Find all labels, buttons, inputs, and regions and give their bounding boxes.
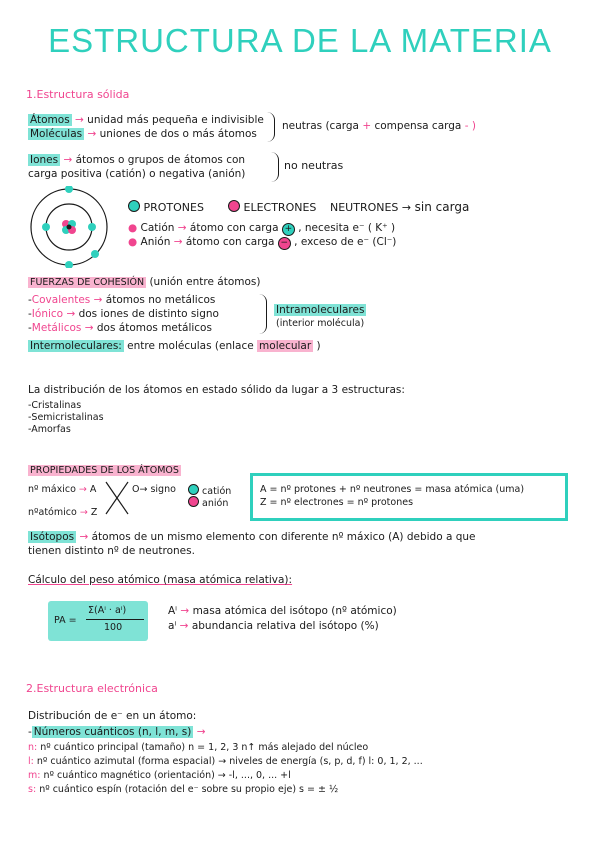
- m-line: [28, 770, 291, 781]
- neutras-text-2: compensa carga: [374, 120, 462, 132]
- electron-icon: [88, 223, 96, 231]
- electron-icon: [65, 186, 73, 193]
- ionico-term: Iónico: [31, 308, 64, 320]
- plus-circle-icon: [188, 484, 199, 495]
- bullet-icon: ●: [128, 236, 138, 248]
- arrow-icon: →: [75, 114, 84, 126]
- section-2-heading: 2.Estructura electrónica: [26, 682, 158, 695]
- electron-icon: [65, 261, 73, 268]
- metalicos-def: dos átomos metálicos: [96, 322, 212, 334]
- n-atomico-line: [28, 507, 97, 518]
- section-1-heading: 1.Estructura sólida: [26, 88, 130, 101]
- distribucion-text: La distribución de los átomos en estado sólido da lugar a 3 estructuras:: [28, 384, 405, 396]
- legend-neutrones-label: NEUTRONES: [330, 201, 399, 214]
- minus-circle-icon: [188, 496, 199, 507]
- ai-upper-term: Aⁱ: [168, 605, 178, 617]
- arrow-icon: →: [180, 605, 190, 617]
- arrow-icon: →: [87, 128, 97, 140]
- arrow-icon: →: [79, 531, 89, 543]
- l-label: l:: [28, 756, 34, 767]
- molecular-term: molecular: [259, 340, 312, 352]
- legend-electrones: [228, 200, 316, 214]
- m-def: nº cuántico magnético (orientación) → -l, ..., 0, ... +l: [43, 770, 291, 781]
- iones-line: [28, 154, 245, 166]
- cation-line: [128, 222, 395, 236]
- pa-denominator: 100: [104, 622, 123, 633]
- covalentes-line: -Covalentes → átomos no metálicos: [28, 294, 216, 306]
- iones-def-1: átomos o grupos de átomos con: [75, 154, 246, 166]
- neutras-note: [282, 120, 476, 132]
- n-atomico-label: nºatómico: [28, 507, 77, 518]
- ai-lower-term: aⁱ: [168, 620, 177, 632]
- bullet-icon: ●: [128, 222, 138, 234]
- anion-term: Anión: [140, 236, 171, 248]
- intermoleculares-line: [28, 340, 321, 352]
- proton-plus-icon: [128, 200, 140, 212]
- anion-small-line: [188, 496, 228, 509]
- l-def: nº cuántico azimutal (forma espacial) → niveles de energía (s, p, d, f) l: 0, 1, 2, ...: [36, 756, 423, 767]
- isotopos-term: Isótopos: [30, 531, 75, 543]
- cation-tail: , necesita e⁻ ( K⁺ ): [298, 222, 396, 234]
- moleculas-term: Moléculas: [30, 128, 83, 140]
- s-label: s:: [28, 784, 37, 795]
- m-label: m:: [28, 770, 41, 781]
- arrow-icon: →: [79, 507, 88, 518]
- no-neutras: no neutras: [284, 159, 344, 172]
- atom-diagram-icon: [28, 186, 110, 268]
- legend-electrones-label: ELECTRONES: [243, 201, 317, 214]
- arrow-icon: →: [401, 201, 412, 214]
- pa-label: PA =: [54, 615, 77, 626]
- a-letter: A: [89, 484, 97, 495]
- minus-sign: - ): [464, 120, 476, 132]
- minus-circle-icon: −: [278, 237, 291, 250]
- covalentes-term: Covalentes: [31, 294, 91, 306]
- atomos-line: [28, 114, 264, 126]
- plus-sign: +: [362, 120, 372, 132]
- sin-carga-label: sin carga: [414, 200, 470, 214]
- cation-small: catión: [202, 486, 232, 497]
- s-line: [28, 784, 338, 795]
- formula-z: Z = nº electrones = nº protones: [260, 497, 414, 508]
- metalicos-term: Metálicos: [31, 322, 82, 334]
- intermoleculares-def: entre moléculas (enlace: [127, 340, 254, 352]
- arrow-icon: →: [173, 236, 183, 248]
- propiedades-term: PROPIEDADES DE LOS ÁTOMOS: [30, 465, 179, 476]
- calculo-heading: Cálculo del peso atómico (masa atómica relativa):: [28, 574, 293, 586]
- moleculas-def: uniones de dos o más átomos: [99, 128, 257, 140]
- covalentes-def: átomos no metálicos: [105, 294, 216, 306]
- arrow-icon: →: [78, 484, 87, 495]
- ai-upper-line: [168, 605, 397, 617]
- brace-icon: [270, 152, 279, 182]
- legend-neutrones: [330, 200, 469, 214]
- brace-icon: [258, 294, 267, 334]
- ionico-line: -Iónico → dos iones de distinto signo: [28, 308, 219, 320]
- intramoleculares-term: Intramoleculares: [276, 304, 365, 316]
- anion-tail: , exceso de e⁻ (Cl⁻): [294, 236, 397, 248]
- neutras-text: neutras (carga: [282, 120, 359, 132]
- l-line: [28, 756, 423, 767]
- estructura-amorfas: -Amorfas: [28, 424, 71, 435]
- fuerzas-note: (unión entre átomos): [149, 276, 261, 288]
- anion-line: [128, 236, 396, 250]
- isotopos-line: [28, 531, 476, 543]
- ai-lower-def: abundancia relativa del isótopo (%): [191, 620, 379, 632]
- moleculas-line: [28, 128, 257, 140]
- distribucion-electrones: Distribución de e⁻ en un átomo:: [28, 710, 197, 722]
- formula-a: A = nº protones + nº neutrones = masa atómica (uma): [260, 484, 525, 495]
- n-masico-label: nº máxico: [28, 484, 76, 495]
- estructura-cristalinas: -Cristalinas: [28, 400, 82, 411]
- electron-icon: [42, 223, 50, 231]
- nucleus-core-icon: [67, 225, 72, 230]
- ai-lower-line: [168, 620, 379, 632]
- interior-molecula: (interior molécula): [276, 318, 365, 329]
- pa-numerator: Σ(Aⁱ · aⁱ): [88, 605, 127, 616]
- cation-term: Catión: [140, 222, 175, 234]
- plus-circle-icon: +: [282, 223, 295, 236]
- arrow-icon: →: [177, 222, 187, 234]
- arrow-icon: →: [196, 726, 206, 738]
- electron-icon: [91, 250, 99, 258]
- isotopos-def-1: átomos de un mismo elemento con diferente nº máxico (A) debido a que: [91, 531, 476, 543]
- estructura-semicristalinas: -Semicristalinas: [28, 412, 104, 423]
- arrow-icon: →: [63, 154, 73, 166]
- legend-protones-label: PROTONES: [143, 201, 204, 214]
- ai-upper-def: masa atómica del isótopo (nº atómico): [192, 605, 397, 617]
- n-line: [28, 742, 368, 753]
- fraction-line: [86, 619, 144, 620]
- metalicos-line: -Metálicos → dos átomos metálicos: [28, 322, 212, 334]
- close-paren: ): [316, 340, 321, 352]
- arrow-icon: →: [66, 308, 76, 320]
- iones-term: Iones: [30, 154, 59, 166]
- page-title: ESTRUCTURA DE LA MATERIA: [48, 22, 552, 59]
- fuerzas-line: [28, 276, 261, 288]
- arrow-icon: →: [179, 620, 189, 632]
- propiedades-heading: [28, 465, 181, 476]
- z-letter: Z: [90, 507, 98, 518]
- n-masico-line: [28, 484, 96, 495]
- cross-icon: [104, 478, 130, 518]
- fuerzas-term: FUERZAS DE COHESIÓN: [30, 277, 145, 288]
- anion-def: átomo con carga: [185, 236, 275, 248]
- legend-protones: [128, 200, 204, 214]
- cation-def: átomo con carga: [189, 222, 279, 234]
- numeros-cuanticos-term: Números cuánticos (n, l, m, s): [33, 726, 192, 738]
- arrow-icon: →: [84, 322, 94, 334]
- n-label: n:: [28, 742, 38, 753]
- s-def: nº cuántico espín (rotación del e⁻ sobre su propio eje) s = ± ½: [39, 784, 339, 795]
- atomos-term: Átomos: [30, 114, 70, 126]
- brace-icon: [266, 112, 275, 142]
- ionico-def: dos iones de distinto signo: [78, 308, 219, 320]
- isotopos-def-2: tienen distinto nº de neutrones.: [28, 545, 195, 557]
- arrow-icon: →: [93, 294, 103, 306]
- intramoleculares: [274, 304, 366, 316]
- signo-label: O→ signo: [132, 484, 176, 495]
- anion-small: anión: [202, 498, 229, 509]
- n-def: nº cuántico principal (tamaño) n = 1, 2, 3 n↑ más alejado del núcleo: [40, 742, 369, 753]
- atomos-def: unidad más pequeña e indivisible: [87, 114, 264, 126]
- electron-minus-icon: [228, 200, 240, 212]
- intermoleculares-term: Intermoleculares:: [30, 340, 122, 352]
- numeros-cuanticos-line: - Números cuánticos (n, l, m, s) →: [28, 726, 206, 738]
- iones-def-2: carga positiva (catión) o negativa (anión): [28, 168, 246, 180]
